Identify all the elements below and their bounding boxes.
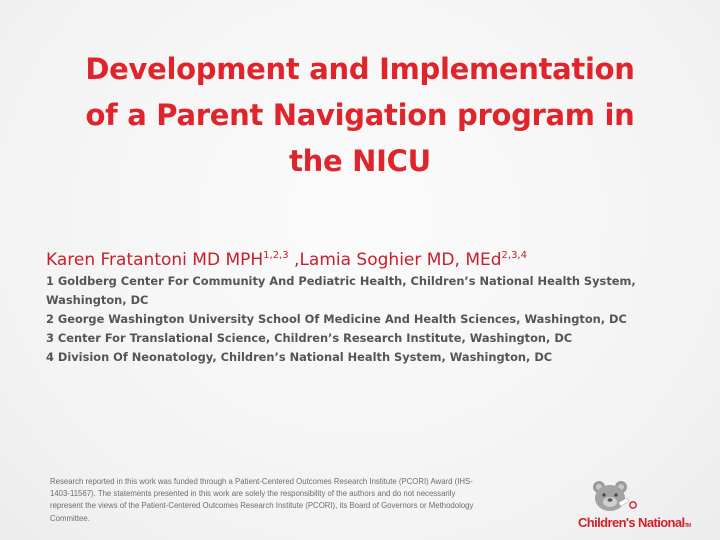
affiliation-list <box>46 272 686 367</box>
logo-trademark: TM <box>684 523 691 529</box>
teddy-bear-icon <box>586 478 642 518</box>
funding-disclaimer <box>50 476 560 525</box>
author-1: Karen Fratantoni MD MPH <box>46 250 264 270</box>
affiliation-1-cont: Washington, DC <box>46 293 149 307</box>
author-2: Lamia Soghier MD, MEd <box>299 250 502 270</box>
logo-text: Children's National <box>578 515 685 530</box>
affiliation-2: 2 George Washington University School Of Medicine And Health Sciences, Washington, DC <box>46 312 627 326</box>
affiliation-4: 4 Division Of Neonatology, Children’s National Health System, Washington, DC <box>46 350 553 364</box>
funding-line-2: 1403-11567). The statements presented in this work are solely the responsibility of the authors and do not necessarily <box>50 489 456 499</box>
title-line-1: Development and Implementation <box>85 52 635 86</box>
affiliation-1: 1 Goldberg Center For Community And Pediatric Health, Children’s National Health System, <box>46 274 636 288</box>
logo-wordmark <box>578 515 708 530</box>
title-line-3: the NICU <box>289 144 431 178</box>
affiliation-3: 3 Center For Translational Science, Children’s Research Institute, Washington, DC <box>46 331 573 345</box>
author-separator: , <box>288 250 300 270</box>
funding-line-3: represent the views of the Patient-Centered Outcomes Research Institute (PCORI), its Board of Governors or Methodology <box>50 501 474 511</box>
funding-line-4: Committee. <box>50 513 90 523</box>
childrens-national-logo <box>570 478 700 534</box>
slide-title <box>40 46 680 184</box>
author-line <box>46 244 686 272</box>
funding-line-1: Research reported in this work was funded through a Patient-Centered Outcomes Research Institute (PCORI) Award (IHS- <box>50 477 473 486</box>
title-line-2: of a Parent Navigation program in <box>85 98 635 132</box>
author-1-affiliations: 1,2,3 <box>263 250 289 261</box>
author-2-affiliations: 2,3,4 <box>501 250 527 261</box>
